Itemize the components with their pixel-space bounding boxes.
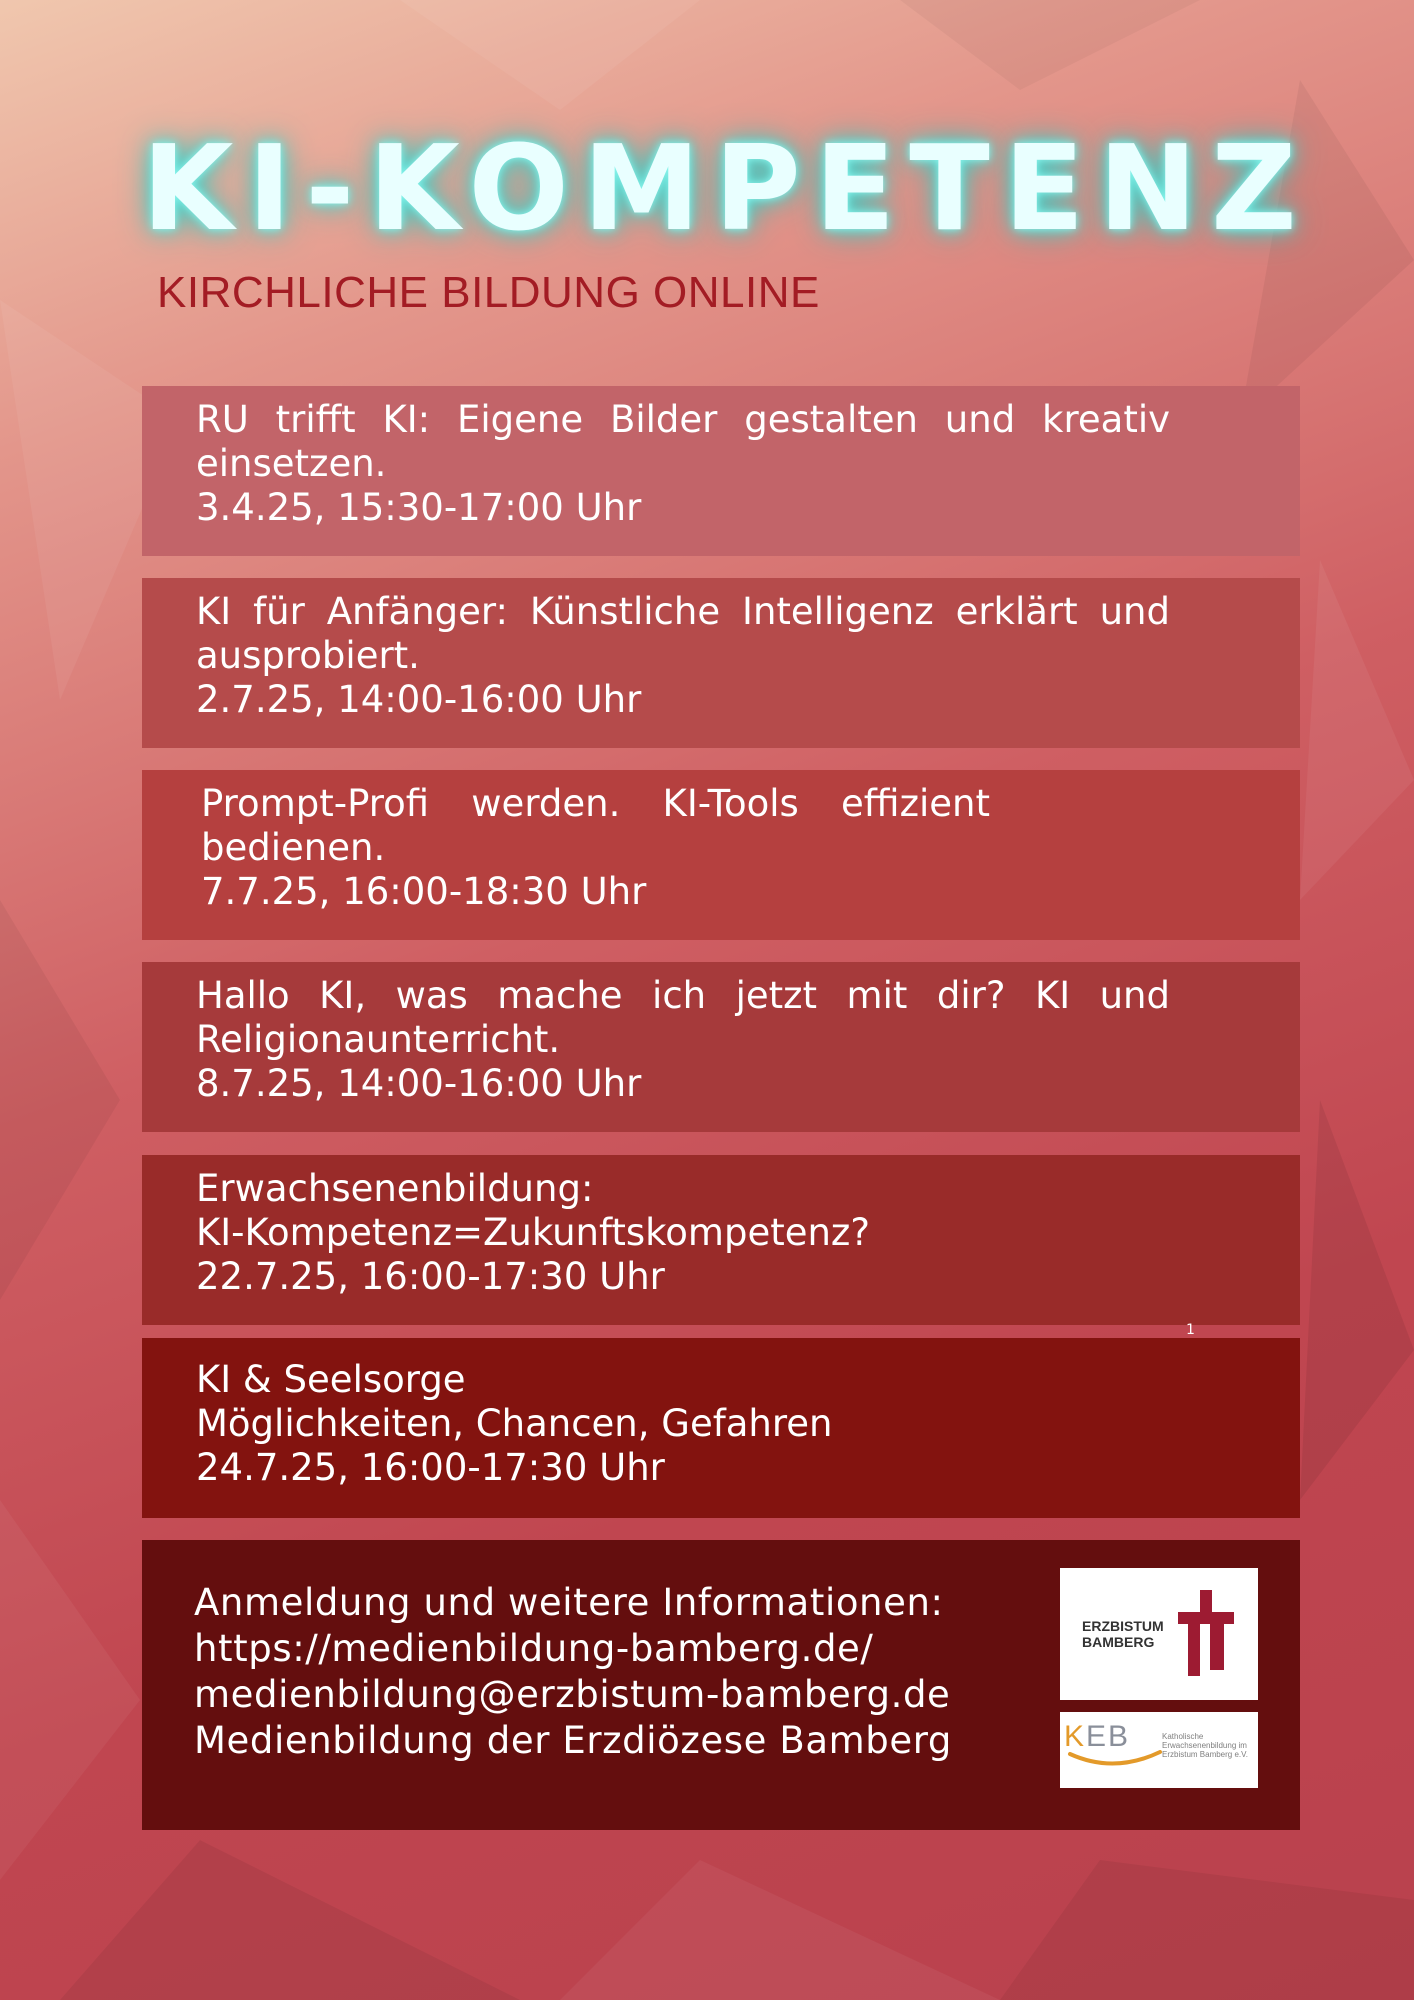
poster-subtitle: KIRCHLICHE BILDUNG ONLINE: [157, 268, 820, 317]
event-title: Hallo KI, was mache ich jetzt mit dir? KI und Religionaunterricht.: [196, 974, 1170, 1061]
keb-logo: [1060, 1712, 1258, 1788]
event-date: 24.7.25, 16:00-17:30 Uhr: [196, 1446, 665, 1489]
event-title-line-2: KI-Kompetenz=Zukunftskompetenz?: [196, 1211, 870, 1254]
event-card-ru-trifft-ki: [142, 386, 1300, 556]
event-date: 7.7.25, 16:00-18:30 Uhr: [201, 870, 647, 913]
event-title: Prompt-Profi werden. KI-Tools effizient bedienen.: [201, 782, 990, 869]
cross-icon: [1178, 1590, 1238, 1682]
event-card-hallo-ki: [142, 962, 1300, 1132]
keb-tagline: Katholische Erwachsenenbildung im Erzbistum Bamberg e.V.: [1162, 1732, 1248, 1759]
event-title: RU trifft KI: Eigene Bilder gestalten und kreativ einsetzen.: [196, 398, 1170, 485]
website-link[interactable]: https://medienbildung-bamberg.de/: [194, 1627, 874, 1670]
email-link[interactable]: medienbildung@erzbistum-bamberg.de: [194, 1673, 951, 1716]
event-date: 8.7.25, 14:00-16:00 Uhr: [196, 1062, 642, 1105]
footnote-marker: 1: [1186, 1322, 1195, 1338]
event-title-line-1: Erwachsenenbildung:: [196, 1167, 594, 1210]
keb-wordmark: KEB: [1064, 1720, 1131, 1753]
event-card-ki-fuer-anfaenger: [142, 578, 1300, 748]
poster-title: KI-KOMPETENZ: [142, 119, 1311, 257]
erzbistum-bamberg-logo: [1060, 1568, 1258, 1700]
event-title: KI für Anfänger: Künstliche Intelligenz erklärt und ausprobiert.: [196, 590, 1170, 677]
event-date: 3.4.25, 15:30-17:00 Uhr: [196, 486, 642, 529]
smile-arc-icon: [1066, 1750, 1166, 1770]
event-card-prompt-profi: [142, 770, 1300, 940]
event-date: 22.7.25, 16:00-17:30 Uhr: [196, 1255, 665, 1298]
event-title-line-1: KI & Seelsorge: [196, 1358, 466, 1401]
erzbistum-logo-text: ERZBISTUM BAMBERG: [1082, 1618, 1164, 1650]
event-card-erwachsenenbildung: [142, 1155, 1300, 1325]
event-date: 2.7.25, 14:00-16:00 Uhr: [196, 678, 642, 721]
registration-heading: Anmeldung und weitere Informationen:: [194, 1581, 944, 1624]
event-title-line-2: Möglichkeiten, Chancen, Gefahren: [196, 1402, 833, 1445]
organizer-name: Medienbildung der Erzdiözese Bamberg: [194, 1719, 952, 1762]
event-card-ki-seelsorge: [142, 1338, 1300, 1518]
